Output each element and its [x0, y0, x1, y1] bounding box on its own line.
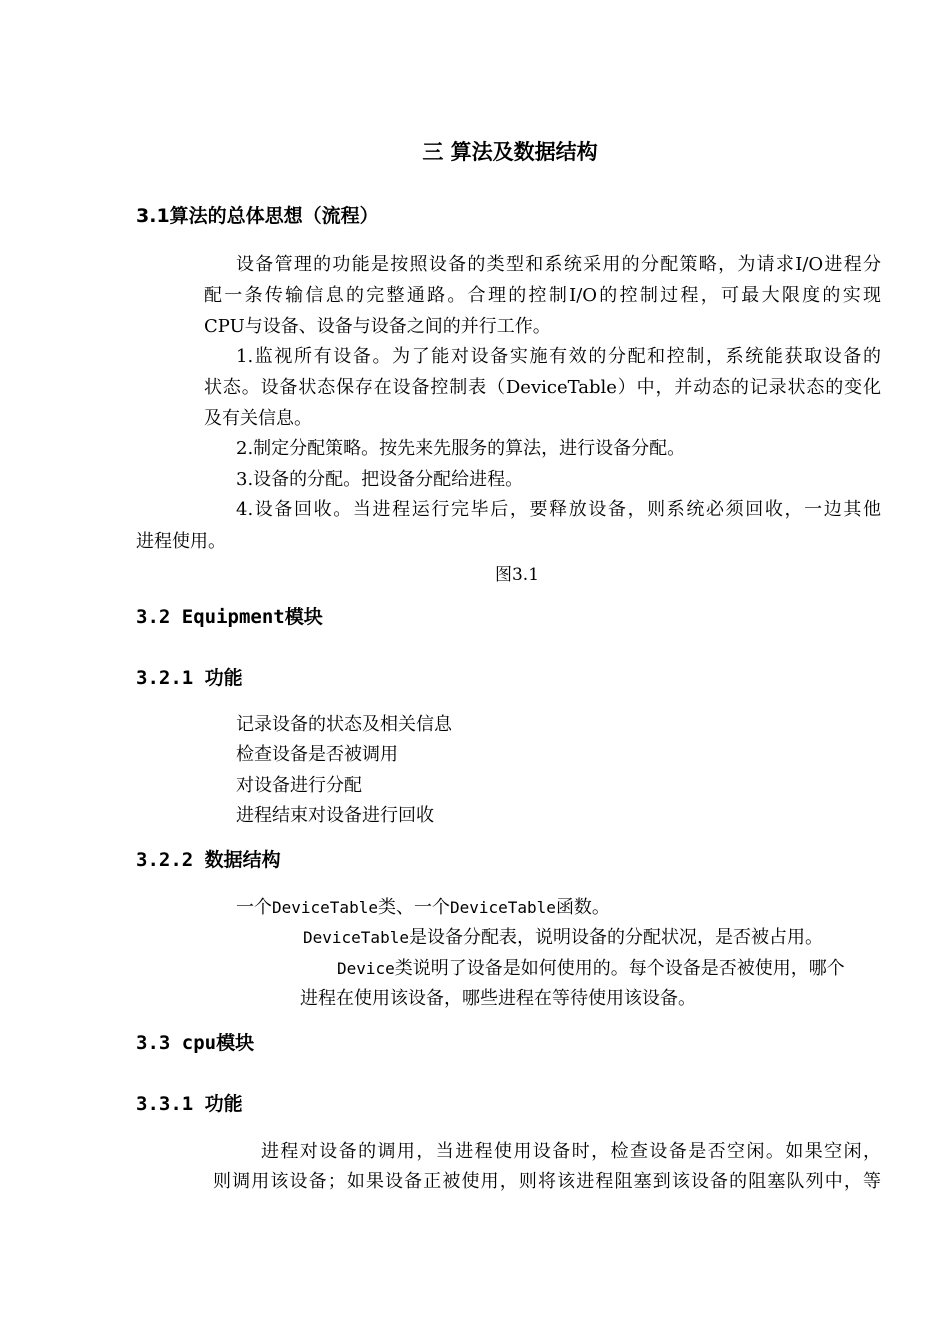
section-heading-3-1-text: 3.1算法的总体思想（流程）	[136, 205, 379, 227]
paragraph-line: CPU与设备、设备与设备之间的并行工作。	[204, 316, 551, 337]
code-span: DeviceTable	[449, 898, 556, 917]
subsection-heading-3-3-1	[136, 1091, 243, 1117]
function-item: 对设备进行分配	[236, 775, 362, 796]
subsection-heading-3-2-2-number: 3.2.2	[136, 849, 194, 871]
function-item: 检查设备是否被调用	[236, 744, 398, 765]
list-item-line: 2.制定分配策略。按先来先服务的算法，进行设备分配。	[236, 438, 686, 459]
data-structure-line	[337, 957, 845, 981]
list-item-line: 3.设备的分配。把设备分配给进程。	[236, 469, 524, 490]
list-item-line: 状态。设备状态保存在设备控制表（DeviceTable）中，并动态的记录状态的变化	[204, 377, 881, 398]
subsection-heading-3-2-1-number: 3.2.1	[136, 667, 194, 689]
subsection-heading-3-3-1-number: 3.3.1	[136, 1093, 194, 1115]
section-heading-3-3-text: 模块	[216, 1032, 255, 1054]
paragraph-line: 进程对设备的调用，当进程使用设备时，检查设备是否空闲。如果空闲，	[261, 1141, 881, 1162]
text-span: 类说明了设备是如何使用的。每个设备是否被使用，哪个	[394, 958, 845, 979]
text-span: 是设备分配表，说明设备的分配状况，是否被占用。	[408, 927, 823, 948]
data-structure-line	[236, 896, 610, 920]
subsection-heading-3-2-1-text: 功能	[204, 667, 243, 689]
list-item-line: 进程使用。	[136, 531, 226, 552]
list-item-line: 4.设备回收。当进程运行完毕后，要释放设备，则系统必须回收，一边其他	[236, 499, 881, 520]
subsection-heading-3-2-2-text: 数据结构	[204, 849, 281, 871]
chapter-title: 三 算法及数据结构	[422, 140, 598, 164]
paragraph-line: 配一条传输信息的完整通路。合理的控制I/O的控制过程，可最大限度的实现	[204, 285, 881, 306]
section-heading-3-2	[136, 604, 323, 630]
subsection-heading-3-3-1-text: 功能	[204, 1093, 243, 1115]
data-structure-line	[303, 926, 823, 950]
paragraph-line: 则调用该设备；如果设备正被使用，则将该进程阻塞到该设备的阻塞队列中，等	[213, 1171, 881, 1192]
data-structure-line: 进程在使用该设备，哪些进程在等待使用该设备。	[300, 988, 696, 1009]
code-span: DeviceTable	[272, 898, 378, 917]
function-item: 记录设备的状态及相关信息	[236, 714, 452, 735]
section-heading-3-2-number: 3.2 Equipment	[136, 606, 285, 628]
list-item-line: 1.监视所有设备。为了能对设备实施有效的分配和控制，系统能获取设备的	[236, 346, 881, 367]
section-heading-3-3-number: 3.3 cpu	[136, 1032, 217, 1054]
text-span: 函数。	[555, 897, 610, 918]
subsection-heading-3-2-2	[136, 847, 281, 873]
text-span: 类、一个	[377, 897, 450, 918]
list-item-line: 及有关信息。	[204, 408, 312, 429]
section-heading-3-1	[136, 203, 379, 229]
section-heading-3-3	[136, 1030, 254, 1056]
section-heading-3-2-text: 模块	[284, 606, 323, 628]
code-span: Device	[337, 959, 395, 978]
code-span: DeviceTable	[303, 928, 409, 947]
figure-caption: 图3.1	[494, 565, 540, 585]
function-item: 进程结束对设备进行回收	[236, 805, 434, 826]
subsection-heading-3-2-1	[136, 665, 243, 691]
text-span: 一个	[236, 897, 272, 918]
paragraph-line: 设备管理的功能是按照设备的类型和系统采用的分配策略，为请求I/O进程分	[236, 254, 881, 275]
